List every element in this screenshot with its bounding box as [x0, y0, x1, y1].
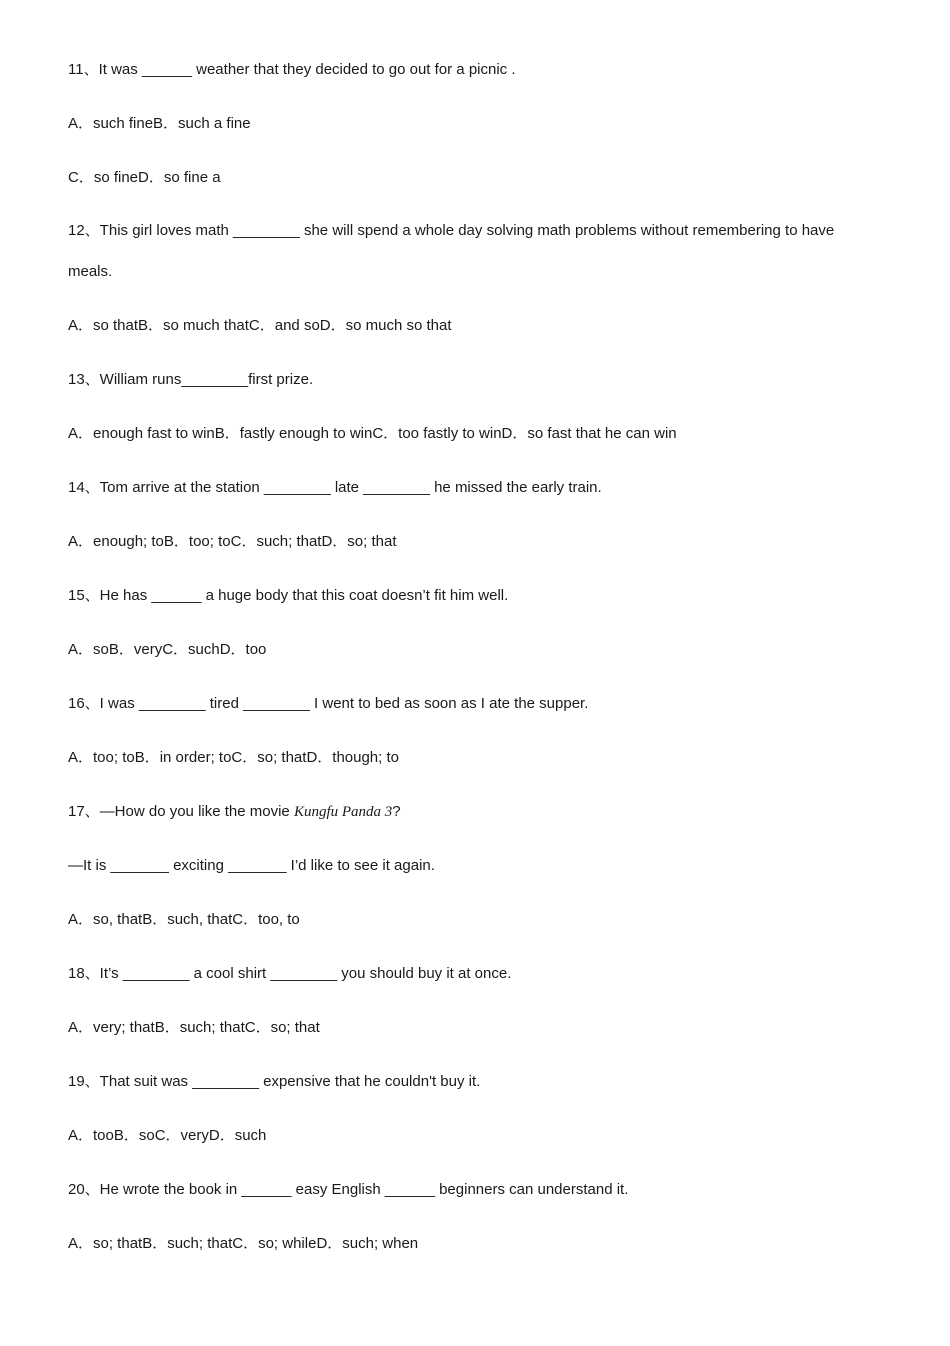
question-17-stem-pre: 17、—How do you like the movie [68, 803, 294, 820]
question-15-options: A．soB．veryC．suchD．too [68, 641, 267, 658]
question-18-stem: 18、It’s ________ a cool shirt ________ you should buy it at once. [68, 965, 512, 982]
question-11-options-2: C．so fineD．so fine a [68, 169, 221, 186]
question-17-stem-post: ? [392, 803, 401, 820]
question-16-options: A．too; toB．in order; toC．so; thatD．though; to [68, 749, 399, 766]
question-19-stem: 19、That suit was ________ expensive that he couldn't buy it. [68, 1073, 481, 1090]
question-17-stem-2: —It is _______ exciting _______ I’d like to see it again. [68, 857, 435, 874]
question-20-options: A．so; thatB．such; thatC．so; whileD．such; when [68, 1235, 419, 1252]
question-19-options: A．tooB．soC．veryD．such [68, 1127, 267, 1144]
question-13-stem: 13、William runs________first prize. [68, 371, 314, 388]
question-14-stem: 14、Tom arrive at the station ________ late ________ he missed the early train. [68, 479, 602, 496]
question-14-options: A．enough; toB．too; toC．such; thatD．so; that [68, 533, 397, 550]
question-17-stem [68, 802, 401, 822]
question-12-stem: 12、This girl loves math ________ she will spend a whole day solving math problems without remembering to have [68, 222, 835, 239]
question-12-options: A．so thatB．so much thatC．and soD．so much so that [68, 317, 452, 334]
question-12-stem-2: meals. [68, 263, 113, 280]
question-11-options: A．such fineB．such a fine [68, 115, 251, 132]
question-13-options: A．enough fast to winB．fastly enough to winC．too fastly to winD．so fast that he can win [68, 425, 677, 442]
movie-title: Kungfu Panda 3 [293, 804, 393, 820]
question-16-stem: 16、I was ________ tired ________ I went to bed as soon as I ate the supper. [68, 695, 589, 712]
question-15-stem: 15、He has ______ a huge body that this coat doesn’t fit him well. [68, 587, 509, 604]
question-17-options: A．so, thatB．such, thatC．too, to [68, 911, 300, 928]
question-20-stem: 20、He wrote the book in ______ easy English ______ beginners can understand it. [68, 1181, 629, 1198]
question-11-stem: 11、It was ______ weather that they decided to go out for a picnic . [68, 61, 516, 78]
question-18-options: A．very; thatB．such; thatC．so; that [68, 1019, 320, 1036]
